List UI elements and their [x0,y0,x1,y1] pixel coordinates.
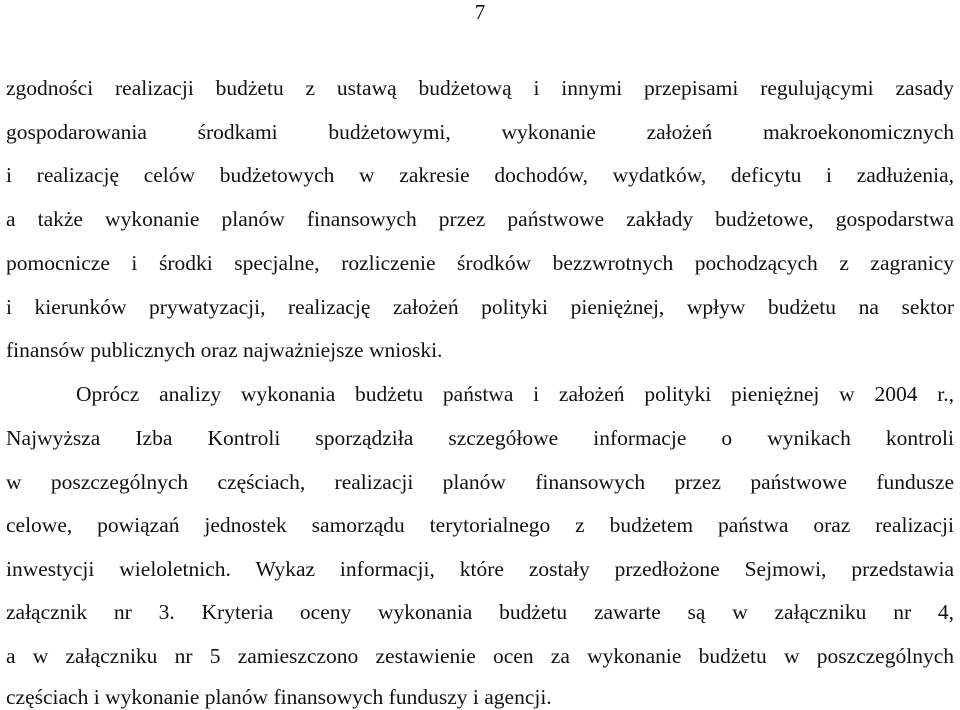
text-line-8: Oprócz analizy wykonania budżetu państwa i założeń polityki pieniężnej w 2004 r., [76,382,954,406]
text-line-13: załącznik nr 3. Kryteria oceny wykonania budżetu zawarte są w załączniku nr 4, [6,600,954,624]
text-line-3: i realizację celów budżetowych w zakresie dochodów, wydatków, deficytu i zadłużenia, [6,163,954,187]
text-line-7: finansów publicznych oraz najważniejsze wnioski. [6,338,443,362]
text-line-9: Najwyższa Izba Kontroli sporządziła szczegółowe informacje o wynikach kontroli [6,426,954,450]
text-line-1: zgodności realizacji budżetu z ustawą budżetową i innymi przepisami regulującymi zasady [6,76,954,100]
text-line-5: pomocnicze i środki specjalne, rozliczenie środków bezzwrotnych pochodzących z zagranicy [6,251,954,275]
text-line-14: a w załączniku nr 5 zamieszczono zestawienie ocen za wykonanie budżetu w poszczególnych [6,644,954,668]
text-line-2: gospodarowania środkami budżetowymi, wykonanie założeń makroekonomicznych [6,120,954,144]
text-line-15: częściach i wykonanie planów finansowych funduszy i agencji. [6,685,552,709]
text-line-6: i kierunków prywatyzacji, realizację założeń polityki pieniężnej, wpływ budżetu na sektor [6,295,954,319]
page-number: 7 [474,0,486,24]
text-line-11: celowe, powiązań jednostek samorządu terytorialnego z budżetem państwa oraz realizacji [6,513,954,537]
text-line-10: w poszczególnych częściach, realizacji planów finansowych przez państwowe fundusze [6,470,954,494]
text-line-12: inwestycji wieloletnich. Wykaz informacji, które zostały przedłożone Sejmowi, przedstawia [6,557,954,581]
text-line-4: a także wykonanie planów finansowych przez państwowe zakłady budżetowe, gospodarstwa [6,207,954,231]
